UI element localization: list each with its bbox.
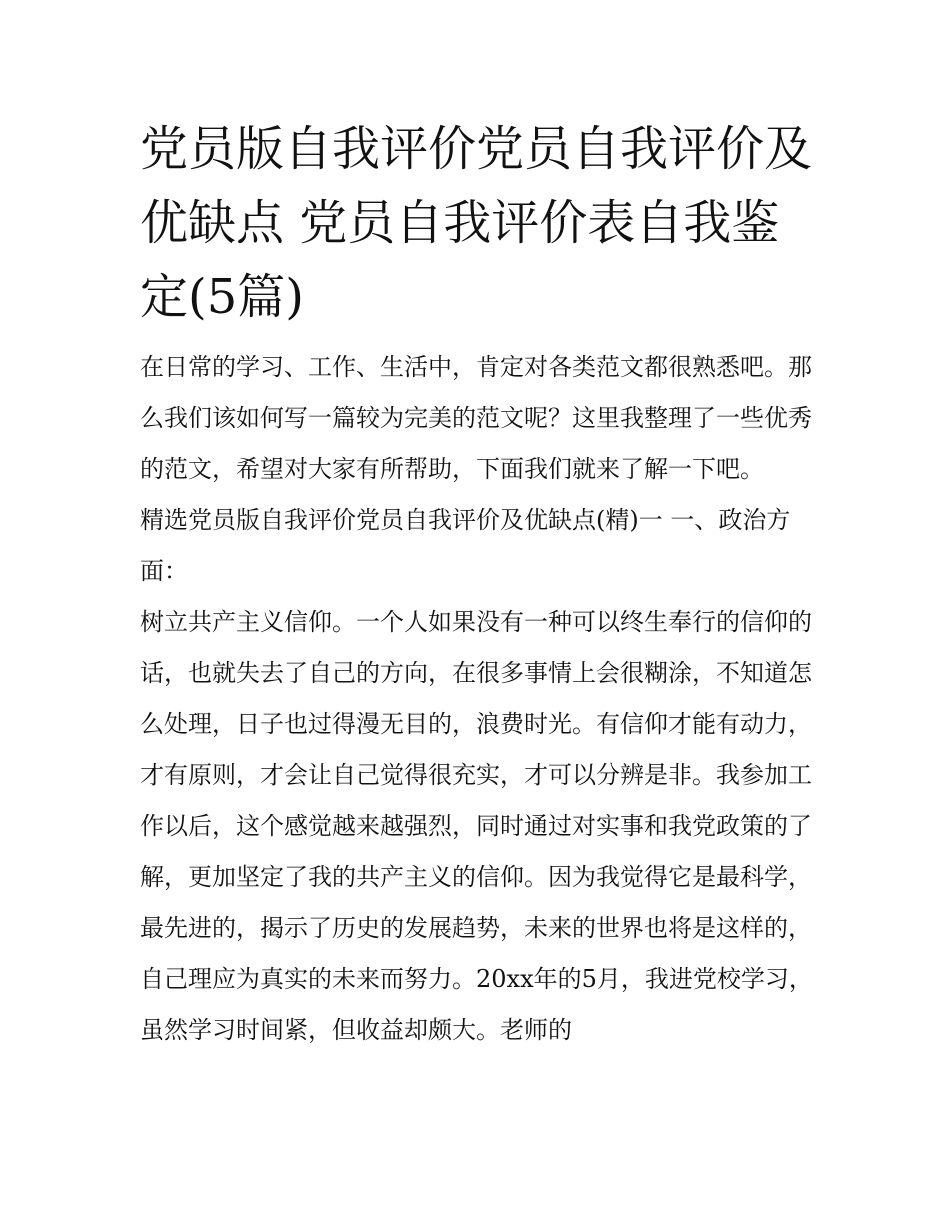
intro-paragraph: 在日常的学习、工作、生活中，肯定对各类范文都很熟悉吧。那么我们该如何写一篇较为完美的范文呢？这里我整理了一些优秀的范文，希望对大家有所帮助，下面我们就来了解一下吧。	[140, 353, 812, 483]
document-body	[140, 112, 820, 1056]
body-paragraph: 树立共产主义信仰。一个人如果没有一种可以终生奉行的信仰的话，也就失去了自己的方向，在很多事情上会很糊涂，不知道怎么处理，日子也过得漫无目的，浪费时光。有信仰才能有动力，才有原则，才会让自己觉得很充实，才可以分辨是非。我参加工作以后，这个感觉越来越强烈，同时通过对实事和我党政策的了解，更加坚定了我的共产主义的信仰。因为我觉得它是最科学，最先进的，揭示了历史的发展趋势，未来的世界也将是这样的，自己理应为真实的未来而努力。20xx年的5月，我进党校学习，虽然学习时间紧，但收益却颇大。老师的	[140, 608, 813, 1044]
document-title: 党员版自我评价党员自我评价及优缺点 党员自我评价表自我鉴定(5篇)	[140, 121, 813, 325]
section-heading-paragraph: 精选党员版自我评价党员自我评价及优缺点(精)一 一、政治方面：	[140, 506, 791, 585]
